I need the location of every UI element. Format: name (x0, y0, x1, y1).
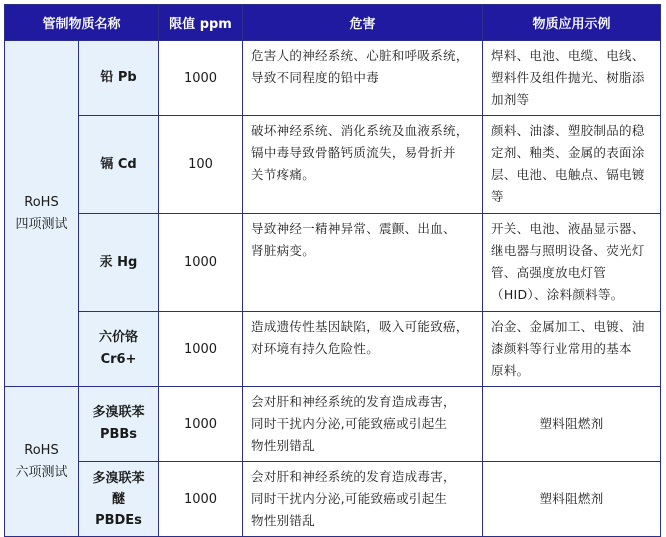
application-text: 颜料、油漆、塑胶制品的稳 定剂、釉类、金属的表面涂 层、电池、电触点、镉电镀 等 (483, 116, 661, 214)
hazard-text: 破坏神经系统、消化系统及血液系统， 镉中毒导致骨骼钙质流失，易骨折并 关节疼痛。 (243, 116, 483, 214)
limit-value: 1000 (159, 312, 243, 387)
header-application: 物质应用示例 (483, 5, 661, 41)
limit-value: 1000 (159, 387, 243, 462)
hazard-text: 危害人的神经系统、心脏和呼吸系统， 导致不同程度的铅中毒 (243, 41, 483, 116)
table-row-cd (5, 116, 661, 214)
table-header-row (5, 5, 661, 41)
table-row-pbdes (5, 462, 661, 537)
group-label-line2: 四项测试 (15, 216, 68, 232)
table-row-cr6 (5, 312, 661, 387)
substance-name: 镉 Cd (79, 116, 159, 214)
group-rohs-four (5, 41, 79, 387)
hazard-text: 造成遗传性基因缺陷，吸入可能致癌， 对环境有持久危险性。 (243, 312, 483, 387)
limit-value: 1000 (159, 214, 243, 312)
limit-value: 1000 (159, 462, 243, 537)
hazard-text: 会对肝和神经系统的发育造成毒害， 同时干扰内分泌,可能致癌或引起生 物性别错乱 (243, 462, 483, 537)
substance-name: 汞 Hg (79, 214, 159, 312)
header-substance: 管制物质名称 (5, 5, 159, 41)
substance-name: 多溴联苯 醚 PBDEs (79, 462, 159, 537)
application-text: 开关、电池、液晶显示器、 继电器与照明设备、荧光灯 管、高强度放电灯管 （HID）、涂料颜料等。 (483, 214, 661, 312)
header-limit: 限值 ppm (159, 5, 243, 41)
header-hazard: 危害 (243, 5, 483, 41)
table-row-hg (5, 214, 661, 312)
group-rohs-six (5, 387, 79, 537)
table-row-pbbs (5, 387, 661, 462)
limit-value: 100 (159, 116, 243, 214)
substance-name: 铅 Pb (79, 41, 159, 116)
application-text: 塑料阻燃剂 (483, 462, 661, 537)
hazard-text: 导致神经一精神异常、震颤、出血、 肾脏病变。 (243, 214, 483, 312)
table-row-pb (5, 41, 661, 116)
application-text: 焊料、电池、电缆、电线、 塑料件及组件抛光、树脂添 加剂等 (483, 41, 661, 116)
application-text: 塑料阻燃剂 (483, 387, 661, 462)
group-label-line1: RoHS (24, 442, 59, 458)
group-label-line2: 六项测试 (15, 464, 68, 480)
substance-name: 多溴联苯 PBBs (79, 387, 159, 462)
limit-value: 1000 (159, 41, 243, 116)
application-text: 冶金、金属加工、电镀、油 漆颜料等行业常用的基本 原料。 (483, 312, 661, 387)
rohs-substance-table (4, 4, 661, 537)
group-label-line1: RoHS (24, 194, 59, 210)
substance-name: 六价铬 Cr6+ (79, 312, 159, 387)
hazard-text: 会对肝和神经系统的发育造成毒害， 同时干扰内分泌,可能致癌或引起生 物性别错乱 (243, 387, 483, 462)
